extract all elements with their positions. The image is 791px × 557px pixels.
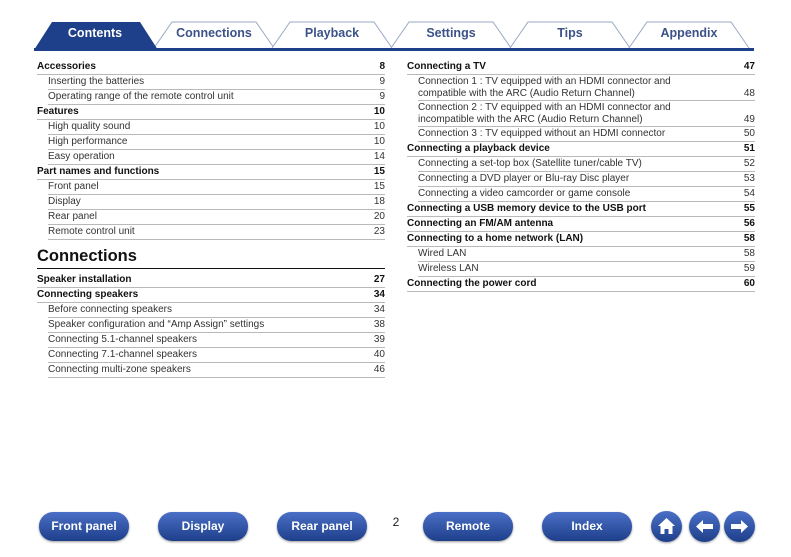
toc-entry-wired-lan[interactable]: [418, 247, 755, 262]
home-icon: [651, 511, 682, 542]
rear-panel-button[interactable]: Rear panel: [277, 512, 367, 541]
tab-appendix[interactable]: Appendix: [660, 26, 718, 40]
header-rule: [34, 48, 754, 51]
toc-entry-page: 18: [373, 196, 385, 207]
toc-group-getting-started: [37, 60, 385, 240]
toc-entry-title: Speaker configuration and “Amp Assign” settings: [48, 319, 265, 330]
toc-entry-page: 8: [379, 61, 385, 72]
toc-entry-inserting-the-batteries[interactable]: [48, 75, 385, 90]
toc-entry-title: High quality sound: [48, 121, 131, 132]
toc-entry-title: Connecting a TV: [407, 61, 486, 72]
toc-entry-title: Connection 2 : TV equipped with an HDMI connector and incompatible with the ARC (Audio Return Channel): [418, 102, 671, 125]
toc-entry-page: 51: [743, 143, 755, 154]
tab-contents[interactable]: Contents: [67, 26, 123, 40]
toc-entry-title: Connecting a video camcorder or game console: [418, 188, 631, 199]
toc-entry-wireless-lan[interactable]: [418, 262, 755, 277]
toc-entry-title: Operating range of the remote control unit: [48, 91, 234, 102]
section-title-connections: Connections: [37, 247, 385, 269]
toc-entry-high-quality-sound[interactable]: [48, 120, 385, 135]
toc-entry-title: Front panel: [48, 181, 99, 192]
arrow-left-icon: [689, 511, 720, 542]
toc-entry-page: 10: [373, 106, 385, 117]
front-panel-button[interactable]: Front panel: [39, 512, 129, 541]
toc-entry-page: 46: [373, 364, 385, 375]
toc-entry-rear-panel[interactable]: [48, 210, 385, 225]
toc-entry-connecting-a-usb-memory-device-to-the-us[interactable]: [407, 202, 755, 217]
tab-connections[interactable]: Connections: [176, 26, 252, 40]
toc-entry-connecting-multi-zone-speakers[interactable]: [48, 363, 385, 378]
arrow-right-icon: [724, 511, 755, 542]
toc-group-connections: [37, 273, 385, 378]
toc-entry-page: 55: [743, 203, 755, 214]
toc-entry-title: Before connecting speakers: [48, 304, 172, 315]
toc-entry-connecting-a-video-camcorder-or-game-con[interactable]: [418, 187, 755, 202]
toc-entry-page: 15: [373, 181, 385, 192]
tab-tips[interactable]: Tips: [557, 26, 583, 40]
toc-entry-page: 59: [743, 263, 755, 274]
toc-entry-easy-operation[interactable]: [48, 150, 385, 165]
toc-entry-connecting-5-1-channel-speakers[interactable]: [48, 333, 385, 348]
toc-entry-connecting-a-dvd-player-or-blu-ray-disc-[interactable]: [418, 172, 755, 187]
toc-entry-page: 10: [373, 121, 385, 132]
toc-entry-title: High performance: [48, 136, 128, 147]
toc-entry-title: Connecting speakers: [37, 289, 139, 300]
toc-entry-page: 58: [743, 248, 755, 259]
tab-bar: [34, 20, 754, 50]
toc-entry-page: 56: [743, 218, 755, 229]
toc-entry-page: 27: [373, 274, 385, 285]
toc-entry-title: Connecting 5.1-channel speakers: [48, 334, 197, 345]
toc-entry-connecting-speakers[interactable]: [37, 288, 385, 303]
toc-right-column: [407, 60, 755, 292]
toc-entry-page: 10: [373, 136, 385, 147]
toc-entry-page: 9: [379, 76, 385, 87]
toc-entry-title: Connecting a set-top box (Satellite tuner/cable TV): [418, 158, 642, 169]
toc-entry-connecting-a-set-top-box-satellite-tuner[interactable]: [418, 157, 755, 172]
toc-entry-title: Display: [48, 196, 81, 207]
index-button[interactable]: Index: [542, 512, 632, 541]
toc-entry-display[interactable]: [48, 195, 385, 210]
toc-entry-title: Connecting the power cord: [407, 278, 537, 289]
toc-entry-title: Connection 1 : TV equipped with an HDMI connector and compatible with the ARC (Audio Return Channel): [418, 76, 671, 99]
toc-entry-page: 39: [373, 334, 385, 345]
home-button[interactable]: [651, 511, 682, 542]
toc-entry-title: Connecting 7.1-channel speakers: [48, 349, 197, 360]
toc-entry-title: Connection 3 : TV equipped without an HDMI connector: [418, 128, 666, 139]
display-button[interactable]: Display: [158, 512, 248, 541]
toc-entry-page: 14: [373, 151, 385, 162]
toc-entry-title: Connecting multi-zone speakers: [48, 364, 191, 375]
toc-entry-page: 50: [743, 128, 755, 139]
toc-entry-page: 54: [743, 188, 755, 199]
toc-entry-speaker-installation[interactable]: [37, 273, 385, 288]
toc-entry-features[interactable]: [37, 105, 385, 120]
toc-entry-title: Inserting the batteries: [48, 76, 145, 87]
toc-entry-connection-1-tv-equipped-with-an-hdmi-co[interactable]: [418, 75, 755, 101]
toc-entry-title: Connecting an FM/AM antenna: [407, 218, 554, 229]
toc-entry-page: 48: [743, 88, 755, 99]
toc-entry-title: Connecting to a home network (LAN): [407, 233, 584, 244]
tab-playback[interactable]: Playback: [304, 26, 360, 40]
toc-entry-title: Accessories: [37, 61, 96, 72]
tab-settings[interactable]: Settings: [426, 26, 476, 40]
toc-entry-title: Rear panel: [48, 211, 97, 222]
toc-entry-connecting-the-power-cord[interactable]: [407, 277, 755, 292]
toc-entry-page: 52: [743, 158, 755, 169]
toc-entry-page: 34: [373, 304, 385, 315]
toc-entry-page: 60: [743, 278, 755, 289]
toc-entry-connecting-7-1-channel-speakers[interactable]: [48, 348, 385, 363]
forward-button[interactable]: [724, 511, 755, 542]
toc-entry-high-performance[interactable]: [48, 135, 385, 150]
toc-entry-front-panel[interactable]: [48, 180, 385, 195]
toc-entry-title: Wireless LAN: [418, 263, 479, 274]
toc-entry-page: 34: [373, 289, 385, 300]
toc-entry-accessories[interactable]: [37, 60, 385, 75]
toc-entry-page: 38: [373, 319, 385, 330]
toc-entry-title: Features: [37, 106, 79, 117]
toc-entry-title: Remote control unit: [48, 226, 135, 237]
toc-group-connections-cont: [407, 60, 755, 292]
toc-entry-before-connecting-speakers[interactable]: [48, 303, 385, 318]
toc-entry-page: 15: [373, 166, 385, 177]
toc-entry-title: Connecting a playback device: [407, 143, 550, 154]
remote-button[interactable]: Remote: [423, 512, 513, 541]
toc-entry-page: 58: [743, 233, 755, 244]
toc-entry-page: 9: [379, 91, 385, 102]
toc-entry-operating-range-of-the-remote-control-un[interactable]: [48, 90, 385, 105]
toc-entry-remote-control-unit[interactable]: [48, 225, 385, 240]
toc-entry-page: 23: [373, 226, 385, 237]
toc-entry-page: 40: [373, 349, 385, 360]
toc-entry-title: Speaker installation: [37, 274, 132, 285]
page-number: 2: [392, 515, 400, 529]
toc-left-column: [37, 60, 385, 378]
toc-entry-connecting-to-a-home-network-lan[interactable]: [407, 232, 755, 247]
toc-entry-title: Part names and functions: [37, 166, 160, 177]
toc-entry-speaker-configuration-and-amp-assign-set[interactable]: [48, 318, 385, 333]
toc-entry-title: Connecting a USB memory device to the USB port: [407, 203, 646, 214]
back-button[interactable]: [689, 511, 720, 542]
toc-entry-part-names-and-functions[interactable]: [37, 165, 385, 180]
toc-entry-page: 53: [743, 173, 755, 184]
toc-entry-title: Wired LAN: [418, 248, 467, 259]
toc-entry-connecting-a-playback-device[interactable]: [407, 142, 755, 157]
toc-entry-page: 20: [373, 211, 385, 222]
toc-entry-page: 47: [743, 61, 755, 72]
toc-entry-connection-2-tv-equipped-with-an-hdmi-co[interactable]: [418, 101, 755, 127]
toc-entry-title: Connecting a DVD player or Blu-ray Disc player: [418, 173, 630, 184]
toc-entry-connecting-an-fm-am-antenna[interactable]: [407, 217, 755, 232]
toc-entry-connecting-a-tv[interactable]: [407, 60, 755, 75]
toc-entry-page: 49: [743, 114, 755, 125]
toc-entry-title: Easy operation: [48, 151, 115, 162]
toc-entry-connection-3-tv-equipped-without-an-hdmi[interactable]: [418, 127, 755, 142]
